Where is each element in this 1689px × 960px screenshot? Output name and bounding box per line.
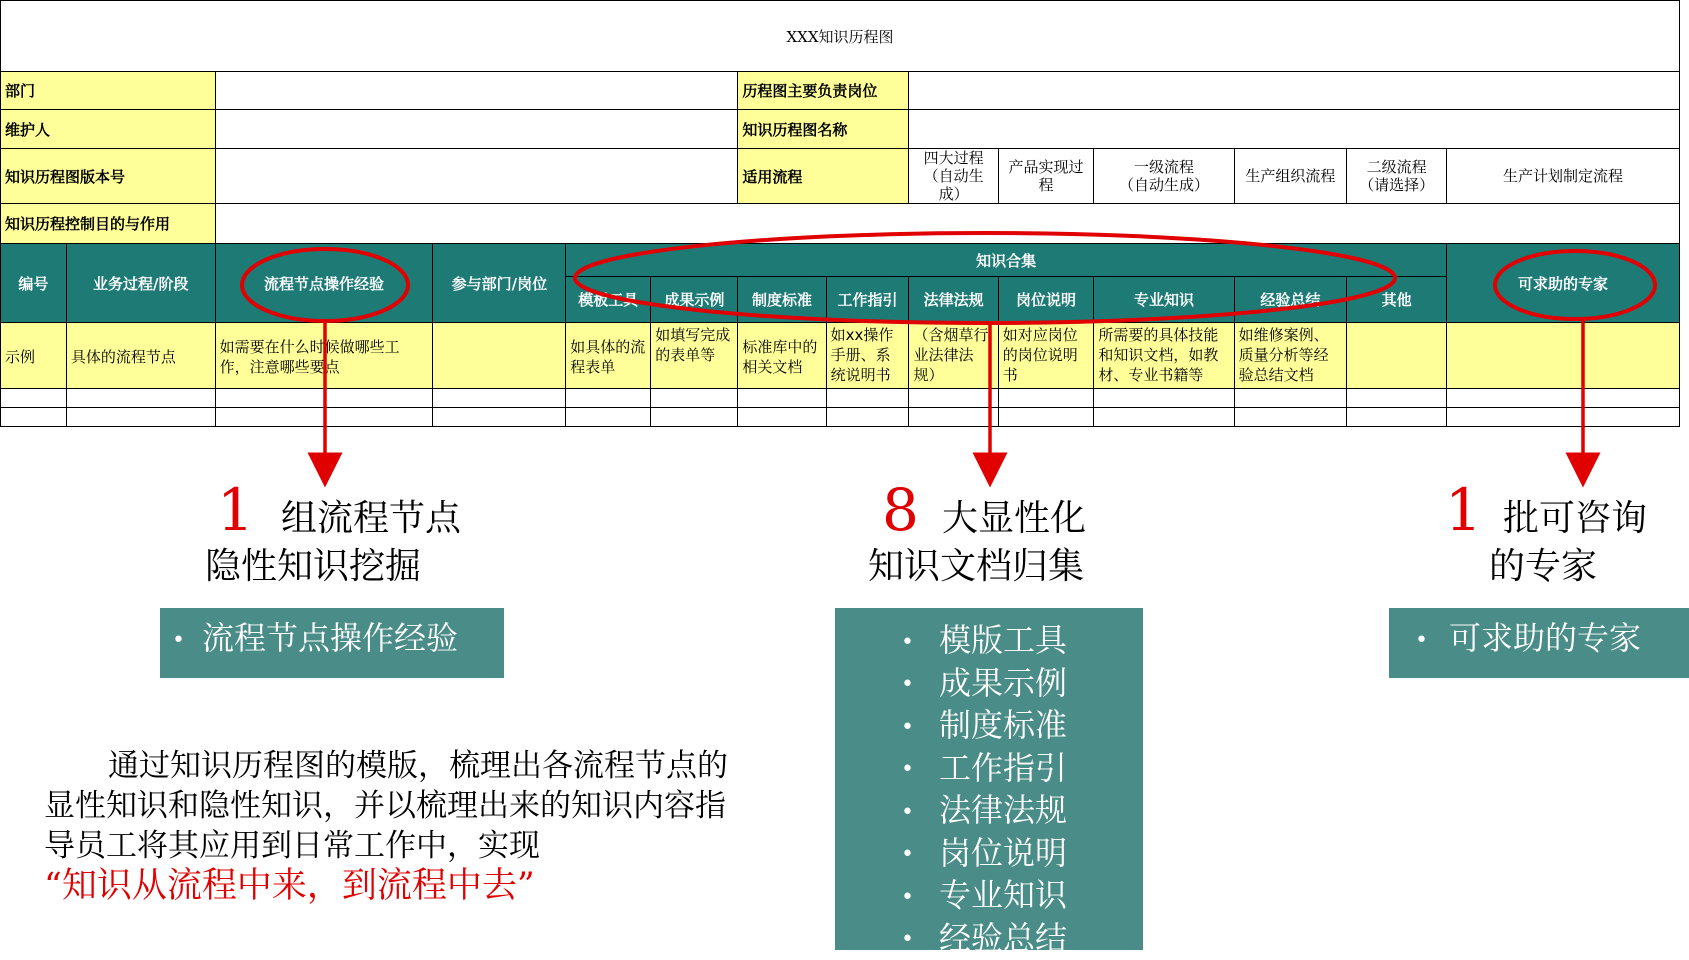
header-knowledge-col: 法律法规 [909,277,998,323]
example-stage: 具体的流程节点 [66,323,215,389]
empty-cell[interactable] [1234,408,1347,427]
process-cell: 一级流程 （自动生成） [1094,149,1234,204]
header-knowledge-col: 工作指引 [826,277,909,323]
version-field[interactable] [215,149,738,204]
process-label: 适用流程 [738,149,909,204]
owner-role-label: 历程图主要负责岗位 [738,72,909,110]
empty-cell[interactable] [1234,389,1347,408]
example-expert [1447,323,1680,389]
empty-cell[interactable] [66,389,215,408]
knowledge-map-table [0,0,1680,427]
list-item: • 制度标准 [901,705,1143,748]
example-cell: 如xx操作手册、系统说明书 [826,323,909,389]
list-item: • 可求助的专家 [1415,618,1689,661]
empty-cell[interactable] [738,408,826,427]
empty-cell[interactable] [826,408,909,427]
right-caption [1445,476,1685,589]
knowledge-map-sheet [0,0,1680,430]
empty-cell[interactable] [215,408,433,427]
middle-caption-line1: 大显性化 [942,498,1086,539]
header-id: 编号 [1,244,67,323]
empty-cell[interactable] [1447,389,1680,408]
summary-paragraph [44,746,734,907]
empty-cell[interactable] [651,389,738,408]
summary-highlight: “知识从流程中来，到流程中去” [44,866,535,906]
example-cell: 如维修案例、质量分析等经验总结文档 [1234,323,1347,389]
header-knowledge-col: 岗位说明 [998,277,1094,323]
header-expert: 可求助的专家 [1447,244,1680,323]
table-row [1,408,1680,427]
empty-cell[interactable] [433,389,566,408]
empty-cell[interactable] [1347,389,1447,408]
dept-field[interactable] [215,72,738,110]
purpose-label: 知识历程控制目的与作用 [1,204,216,244]
right-caption-line2: 的专家 [1445,538,1685,589]
example-cell [1347,323,1447,389]
maintainer-field[interactable] [215,110,738,149]
list-item: • 法律法规 [901,790,1143,833]
left-caption [205,476,505,589]
process-cell: 四大过程 （自动生成） [909,149,998,204]
example-experience: 如需要在什么时候做哪些工作，注意哪些要点 [215,323,433,389]
list-item: • 工作指引 [901,748,1143,791]
empty-cell[interactable] [1094,408,1234,427]
list-item: • 专业知识 [901,875,1143,918]
process-cell[interactable]: 生产计划制定流程 [1447,149,1680,204]
maintainer-label: 维护人 [1,110,216,149]
right-caption-line1: 批可咨询 [1503,498,1647,539]
empty-cell[interactable] [998,389,1094,408]
empty-cell[interactable] [566,389,651,408]
example-cell: 如对应岗位的岗位说明书 [998,323,1094,389]
purpose-field[interactable] [215,204,1679,244]
list-item: • 模版工具 [901,620,1143,663]
map-name-label: 知识历程图名称 [738,110,909,149]
empty-cell[interactable] [215,389,433,408]
empty-cell[interactable] [566,408,651,427]
table-row [1,389,1680,408]
list-item: • 经验总结 [901,918,1143,960]
example-cell: 如填写完成的表单等 [651,323,738,389]
empty-cell[interactable] [998,408,1094,427]
header-knowledge-col: 专业知识 [1094,277,1234,323]
empty-cell[interactable] [826,389,909,408]
header-dept-role: 参与部门/岗位 [433,244,566,323]
middle-caption [868,476,1168,589]
dept-label: 部门 [1,72,216,110]
sheet-title: XXX知识历程图 [1,1,1680,72]
map-name-field[interactable] [909,110,1680,149]
middle-box [835,608,1143,950]
empty-cell[interactable] [1447,408,1680,427]
header-knowledge-col: 制度标准 [738,277,826,323]
list-item: • 成果示例 [901,663,1143,706]
process-cell: 产品实现过程 [998,149,1094,204]
right-box [1389,608,1689,678]
empty-cell[interactable] [1094,389,1234,408]
example-id: 示例 [1,323,67,389]
left-count: 1 [217,476,254,544]
owner-role-field[interactable] [909,72,1680,110]
left-box [160,608,504,678]
summary-text: 通过知识历程图的模版，梳理出各流程节点的显性知识和隐性知识，并以梳理出来的知识内容指导员工将其应用到日常工作中，实现 [44,748,728,864]
empty-cell[interactable] [909,408,998,427]
example-dept-role [433,323,566,389]
empty-cell[interactable] [433,408,566,427]
version-label: 知识历程图版本号 [1,149,216,204]
header-knowledge-col: 经验总结 [1234,277,1347,323]
header-knowledge-col: 其他 [1347,277,1447,323]
empty-cell[interactable] [1347,408,1447,427]
list-item: • 岗位说明 [901,833,1143,876]
middle-count: 8 [882,476,919,544]
empty-cell[interactable] [738,389,826,408]
header-stage: 业务过程/阶段 [66,244,215,323]
header-experience: 流程节点操作经验 [215,244,433,323]
table-row [1,323,1680,389]
header-knowledge-col: 成果示例 [651,277,738,323]
left-caption-line1: 组流程节点 [281,498,461,539]
empty-cell[interactable] [909,389,998,408]
example-cell: 标准库中的相关文档 [738,323,826,389]
process-cell: 二级流程 （请选择） [1347,149,1447,204]
header-knowledge-set: 知识合集 [566,244,1447,277]
list-item: • 流程节点操作经验 [172,618,504,661]
empty-cell[interactable] [1,389,67,408]
empty-cell[interactable] [651,408,738,427]
example-cell: （含烟草行业法律法规） [909,323,998,389]
header-knowledge-col: 模板工具 [566,277,651,323]
example-cell: 如具体的流程表单 [566,323,651,389]
empty-cell[interactable] [66,408,215,427]
process-cell[interactable]: 生产组织流程 [1234,149,1347,204]
empty-cell[interactable] [1,408,67,427]
right-count: 1 [1445,476,1482,544]
left-caption-line2: 隐性知识挖掘 [205,538,505,589]
example-cell: 所需要的具体技能和知识文档，如教材、专业书籍等 [1094,323,1234,389]
middle-caption-line2: 知识文档归集 [868,538,1168,589]
